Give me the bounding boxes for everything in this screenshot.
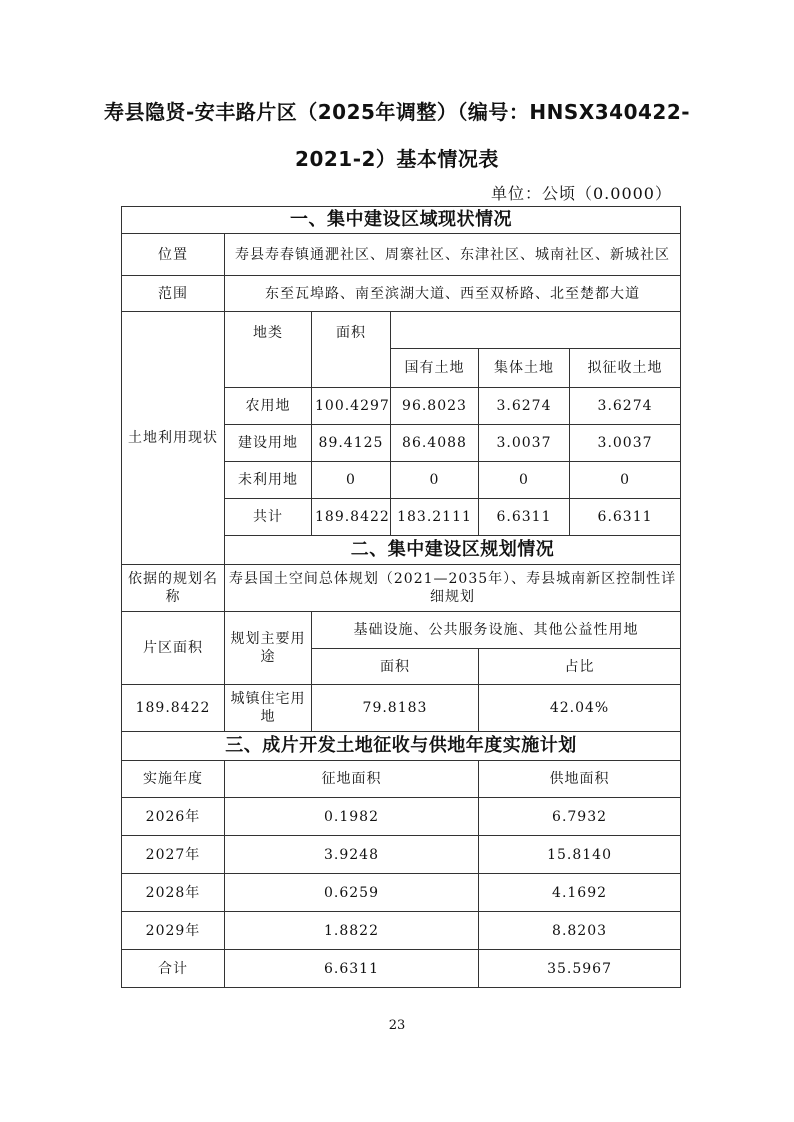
section1-heading: 一、集中建设区域现状情况 (122, 207, 681, 234)
row-collective: 6.6311 (479, 499, 570, 536)
planned-acquire-header: 拟征收土地 (570, 349, 681, 388)
use-area-value: 79.8183 (312, 685, 479, 732)
ownership-header-blank (391, 312, 681, 349)
supply-area-header: 供地面积 (479, 761, 681, 798)
row-collective: 0 (479, 462, 570, 499)
row-acquire: 6.6311 (225, 950, 479, 988)
scope-value: 东至瓦埠路、南至滨湖大道、西至双桥路、北至楚都大道 (225, 276, 681, 312)
row-supply: 6.7932 (479, 798, 681, 836)
row-year: 2029年 (122, 912, 225, 950)
plan-name-label: 依据的规划名称 (122, 565, 225, 612)
row-year: 2028年 (122, 874, 225, 912)
row-supply: 35.5967 (479, 950, 681, 988)
location-label: 位置 (122, 234, 225, 276)
table-row (122, 798, 681, 836)
document-title-line1: 寿县隐贤-安丰路片区（2025年调整）（编号：HNSX340422- (103, 100, 691, 124)
row-collective: 3.0037 (479, 425, 570, 462)
unit-label: 单位：公顷（0.0000） (491, 184, 672, 203)
table-row (122, 950, 681, 988)
row-state: 0 (391, 462, 479, 499)
plan-name-value: 寿县国土空间总体规划（2021—2035年）、寿县城南新区控制性详细规划 (225, 565, 681, 612)
row-year: 合计 (122, 950, 225, 988)
row-type: 共计 (225, 499, 312, 536)
document-title-line2: 2021-2）基本情况表 (295, 147, 499, 171)
table-row (122, 912, 681, 950)
row-type: 建设用地 (225, 425, 312, 462)
row-type: 未利用地 (225, 462, 312, 499)
main-use-label: 规划主要用途 (225, 612, 312, 685)
row-supply: 4.1692 (479, 874, 681, 912)
collective-land-header: 集体土地 (479, 349, 570, 388)
acquire-area-header: 征地面积 (225, 761, 479, 798)
row-planned: 3.0037 (570, 425, 681, 462)
landtype-header: 地类 (225, 312, 312, 388)
row-area: 89.4125 (312, 425, 391, 462)
page-number: 23 (388, 1018, 406, 1033)
row-acquire: 1.8822 (225, 912, 479, 950)
row-area: 189.8422 (312, 499, 391, 536)
row-state: 86.4088 (391, 425, 479, 462)
table-row (122, 874, 681, 912)
scope-label: 范围 (122, 276, 225, 312)
table-row (122, 836, 681, 874)
row-area: 0 (312, 462, 391, 499)
use-ratio-header: 占比 (479, 649, 681, 685)
row-state: 96.8023 (391, 388, 479, 425)
row-acquire: 3.9248 (225, 836, 479, 874)
district-area-value: 189.8422 (122, 685, 225, 732)
section2-heading: 二、集中建设区规划情况 (225, 536, 681, 565)
row-planned: 6.6311 (570, 499, 681, 536)
row-supply: 8.8203 (479, 912, 681, 950)
row-area: 100.4297 (312, 388, 391, 425)
row-year: 2026年 (122, 798, 225, 836)
main-use-value: 城镇住宅用地 (225, 685, 312, 732)
main-use-header: 基础设施、公共服务设施、其他公益性用地 (312, 612, 681, 649)
year-header: 实施年度 (122, 761, 225, 798)
row-collective: 3.6274 (479, 388, 570, 425)
location-value: 寿县寿春镇通淝社区、周寨社区、东津社区、城南社区、新城社区 (225, 234, 681, 276)
landuse-label: 土地利用现状 (122, 312, 225, 565)
use-area-header: 面积 (312, 649, 479, 685)
area-header: 面积 (312, 312, 391, 388)
row-type: 农用地 (225, 388, 312, 425)
row-state: 183.2111 (391, 499, 479, 536)
row-acquire: 0.6259 (225, 874, 479, 912)
district-area-label: 片区面积 (122, 612, 225, 685)
row-supply: 15.8140 (479, 836, 681, 874)
state-land-header: 国有土地 (391, 349, 479, 388)
row-planned: 3.6274 (570, 388, 681, 425)
row-year: 2027年 (122, 836, 225, 874)
row-planned: 0 (570, 462, 681, 499)
use-ratio-value: 42.04% (479, 685, 681, 732)
basic-info-table (121, 206, 681, 988)
row-acquire: 0.1982 (225, 798, 479, 836)
section3-heading: 三、成片开发土地征收与供地年度实施计划 (122, 732, 681, 761)
